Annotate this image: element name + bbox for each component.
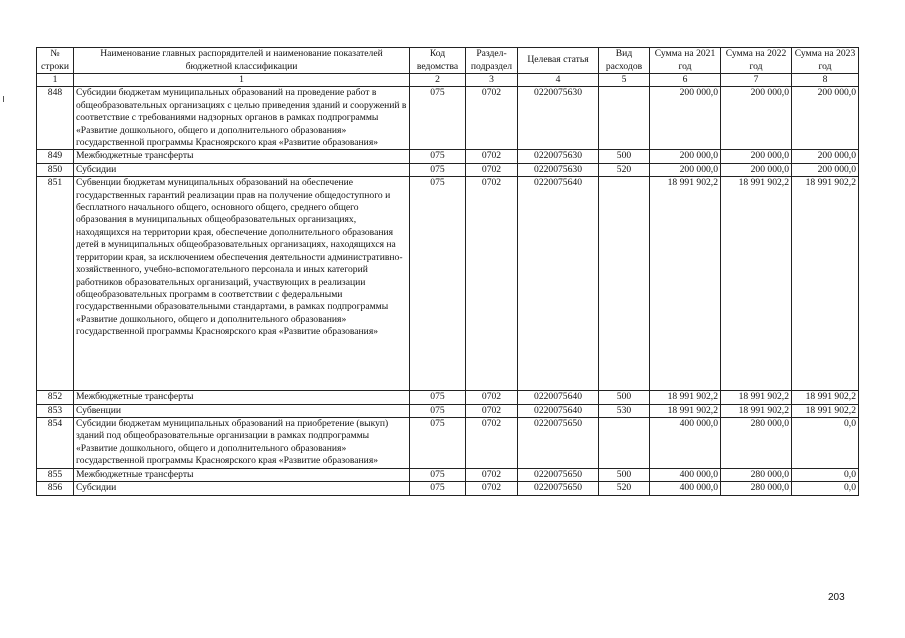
row-name: Субвенции бюджетам муниципальных образований на обеспечение государственных гарантий реализации прав на получение общедоступного и бесплатного начального общего, основного общего, среднего общего образования в муниципальных общеобразовательных организациях, находящихся на территории края, обеспечение дополнительного образования детей в муниципальных общеобразовательных организациях, находящихся на территории края, за исключением обеспечения деятельности административно-хозяйственного, учебно-вспомогательного персонала и иных категорий работников образовательных организаций, участвующих в реализации общеобразовательных программ в соответствии с федеральными государственными образовательными стандартами, в рамках подпрограммы «Развитие дошкольного, общего и дополнительного образования» государственной программы Красноярского края «Развитие образования» [74, 177, 410, 391]
row-vid [599, 177, 650, 391]
row-vedomstvo: 075 [410, 468, 466, 481]
column-number: 8 [792, 74, 859, 87]
row-name: Субсидии бюджетам муниципальных образований на приобретение (выкуп) зданий под общеобразовательные организации в рамках подпрограммы «Развитие дошкольного, общего и дополнительного образования» государственной программы Красноярского края «Развитие образования» [74, 418, 410, 469]
row-target: 0220075630 [518, 150, 599, 163]
column-number: 1 [37, 74, 74, 87]
table-row [37, 177, 859, 391]
row-razdel: 0702 [466, 468, 518, 481]
row-vid: 520 [599, 482, 650, 495]
row-sum-2021: 18 991 902,2 [650, 391, 721, 404]
row-name: Межбюджетные трансферты [74, 150, 410, 163]
row-sum-2021: 18 991 902,2 [650, 404, 721, 417]
table-row [37, 150, 859, 163]
row-sum-2022: 200 000,0 [721, 87, 792, 150]
row-vid: 520 [599, 163, 650, 176]
row-vid: 500 [599, 468, 650, 481]
row-sum-2022: 18 991 902,2 [721, 177, 792, 391]
row-name: Межбюджетные трансферты [74, 468, 410, 481]
row-sum-2023: 200 000,0 [792, 150, 859, 163]
row-razdel: 0702 [466, 150, 518, 163]
header-2022: Сумма на 2022 год [721, 48, 792, 74]
row-vedomstvo: 075 [410, 404, 466, 417]
header-target: Целевая статья [518, 48, 599, 74]
table-row [37, 87, 859, 150]
column-number-row [37, 74, 859, 87]
row-sum-2022: 280 000,0 [721, 418, 792, 469]
table-header-row [37, 48, 859, 74]
row-sum-2021: 400 000,0 [650, 468, 721, 481]
row-sum-2021: 200 000,0 [650, 150, 721, 163]
row-number: 848 [37, 87, 74, 150]
row-number: 854 [37, 418, 74, 469]
row-razdel: 0702 [466, 177, 518, 391]
table-row [37, 418, 859, 469]
row-name: Субсидии [74, 163, 410, 176]
row-name: Субсидии [74, 482, 410, 495]
row-sum-2023: 18 991 902,2 [792, 404, 859, 417]
row-target: 0220075640 [518, 404, 599, 417]
row-vedomstvo: 075 [410, 418, 466, 469]
row-vid: 530 [599, 404, 650, 417]
row-sum-2021: 200 000,0 [650, 163, 721, 176]
scan-edge-mark [3, 96, 4, 102]
row-name: Субсидии бюджетам муниципальных образований на проведение работ в общеобразовательных организациях с целью приведения зданий и сооружений в соответствие с требованиями надзорных органов в рамках подпрограммы «Развитие дошкольного, общего и дополнительного образования» государственной программы Красноярского края «Развитие образования» [74, 87, 410, 150]
header-razdel: Раздел-подраздел [466, 48, 518, 74]
column-number: 2 [410, 74, 466, 87]
row-sum-2023: 18 991 902,2 [792, 177, 859, 391]
row-razdel: 0702 [466, 418, 518, 469]
header-vedomstvo: Код ведомства [410, 48, 466, 74]
row-sum-2021: 18 991 902,2 [650, 177, 721, 391]
header-vid: Вид расходов [599, 48, 650, 74]
column-number: 5 [599, 74, 650, 87]
header-2023: Сумма на 2023 год [792, 48, 859, 74]
row-vedomstvo: 075 [410, 391, 466, 404]
row-vid [599, 418, 650, 469]
table-row [37, 482, 859, 495]
row-sum-2022: 200 000,0 [721, 163, 792, 176]
row-vedomstvo: 075 [410, 177, 466, 391]
header-name: Наименование главных распорядителей и наименование показателей бюджетной классификации [74, 48, 410, 74]
row-razdel: 0702 [466, 163, 518, 176]
row-razdel: 0702 [466, 482, 518, 495]
row-sum-2023: 0,0 [792, 418, 859, 469]
row-sum-2023: 0,0 [792, 468, 859, 481]
budget-table [36, 47, 859, 496]
table-row [37, 163, 859, 176]
row-target: 0220075630 [518, 163, 599, 176]
row-vid: 500 [599, 150, 650, 163]
row-sum-2023: 0,0 [792, 482, 859, 495]
row-sum-2022: 280 000,0 [721, 468, 792, 481]
row-sum-2022: 18 991 902,2 [721, 404, 792, 417]
row-target: 0220075650 [518, 468, 599, 481]
header-2021: Сумма на 2021 год [650, 48, 721, 74]
row-number: 850 [37, 163, 74, 176]
row-sum-2022: 18 991 902,2 [721, 391, 792, 404]
row-sum-2021: 400 000,0 [650, 482, 721, 495]
row-sum-2023: 200 000,0 [792, 87, 859, 150]
row-sum-2022: 280 000,0 [721, 482, 792, 495]
row-razdel: 0702 [466, 87, 518, 150]
page-number: 203 [828, 592, 845, 603]
row-target: 0220075650 [518, 482, 599, 495]
row-target: 0220075640 [518, 177, 599, 391]
row-name: Субвенции [74, 404, 410, 417]
table-row [37, 404, 859, 417]
row-number: 855 [37, 468, 74, 481]
column-number: 1 [74, 74, 410, 87]
row-vedomstvo: 075 [410, 87, 466, 150]
row-vid [599, 87, 650, 150]
row-target: 0220075650 [518, 418, 599, 469]
row-sum-2021: 200 000,0 [650, 87, 721, 150]
row-razdel: 0702 [466, 404, 518, 417]
column-number: 7 [721, 74, 792, 87]
row-sum-2022: 200 000,0 [721, 150, 792, 163]
row-number: 849 [37, 150, 74, 163]
header-row-number: № строки [37, 48, 74, 74]
column-number: 3 [466, 74, 518, 87]
row-name: Межбюджетные трансферты [74, 391, 410, 404]
table-row [37, 468, 859, 481]
row-sum-2023: 200 000,0 [792, 163, 859, 176]
row-number: 852 [37, 391, 74, 404]
table-row [37, 391, 859, 404]
row-number: 851 [37, 177, 74, 391]
row-target: 0220075640 [518, 391, 599, 404]
row-number: 856 [37, 482, 74, 495]
row-vedomstvo: 075 [410, 163, 466, 176]
row-number: 853 [37, 404, 74, 417]
row-vedomstvo: 075 [410, 150, 466, 163]
row-vid: 500 [599, 391, 650, 404]
column-number: 6 [650, 74, 721, 87]
row-vedomstvo: 075 [410, 482, 466, 495]
column-number: 4 [518, 74, 599, 87]
row-target: 0220075630 [518, 87, 599, 150]
row-razdel: 0702 [466, 391, 518, 404]
row-sum-2023: 18 991 902,2 [792, 391, 859, 404]
row-sum-2021: 400 000,0 [650, 418, 721, 469]
